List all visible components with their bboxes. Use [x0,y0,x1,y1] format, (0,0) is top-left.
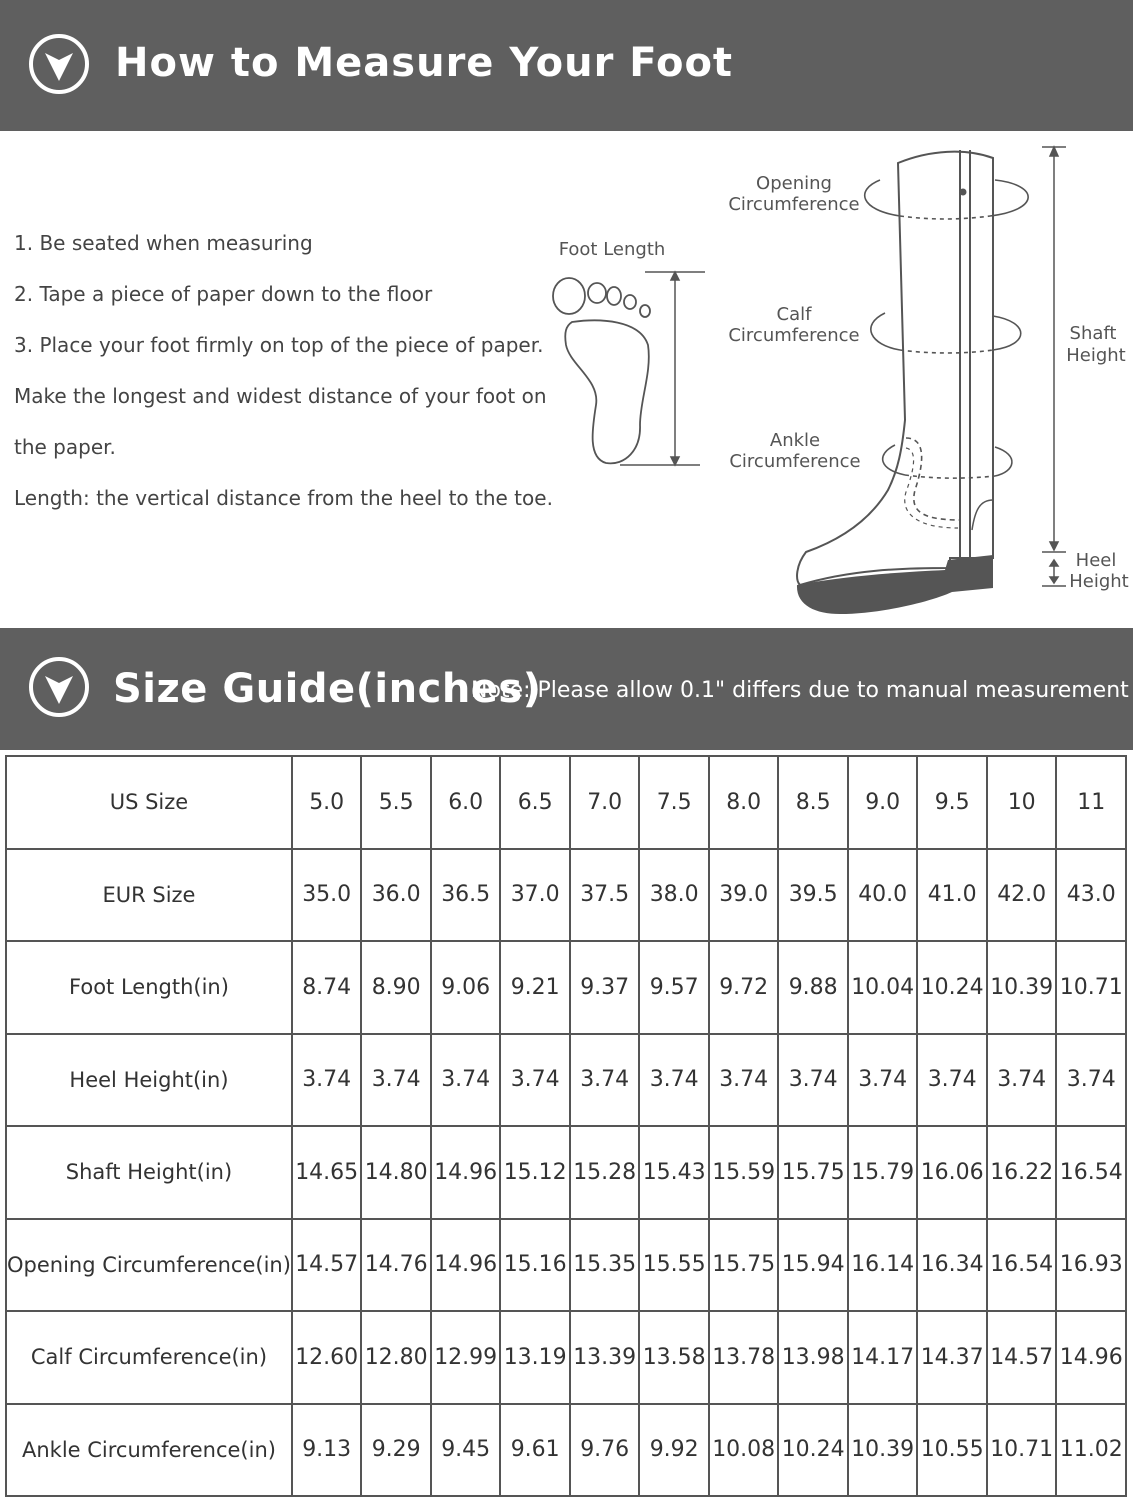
table-cell: 12.80 [361,1311,431,1404]
table-cell: 3.74 [987,1034,1057,1127]
foot-length-label: Foot Length [558,239,666,260]
table-cell: 15.94 [778,1219,848,1312]
shaft-label-1: Shaft [1069,323,1117,344]
ankle-label-1: Ankle [769,430,821,451]
table-cell: 3.74 [500,1034,570,1127]
table-cell: 16.34 [917,1219,987,1312]
table-cell: 3.74 [639,1034,709,1127]
table-cell: 3.74 [431,1034,501,1127]
row-label: Heel Height(in) [6,1034,292,1127]
table-cell: 8.5 [778,756,848,849]
table-cell: 16.54 [987,1219,1057,1312]
table-cell: 15.43 [639,1126,709,1219]
table-row [6,941,1126,1034]
table-cell: 3.74 [292,1034,362,1127]
table-cell: 13.19 [500,1311,570,1404]
table-cell: 14.96 [1056,1311,1126,1404]
table-cell: 10.04 [848,941,918,1034]
table-cell: 13.78 [709,1311,779,1404]
table-cell: 37.0 [500,849,570,942]
table-cell: 13.39 [570,1311,640,1404]
measure-figure [540,140,1133,620]
table-cell: 10.71 [1056,941,1126,1034]
table-cell: 8.0 [709,756,779,849]
table-cell: 15.59 [709,1126,779,1219]
table-cell: 14.96 [431,1126,501,1219]
table-cell: 7.5 [639,756,709,849]
table-cell: 9.72 [709,941,779,1034]
row-label: Calf Circumference(in) [6,1311,292,1404]
table-cell: 9.88 [778,941,848,1034]
table-cell: 10.55 [917,1404,987,1497]
table-cell: 12.99 [431,1311,501,1404]
table-cell: 15.75 [778,1126,848,1219]
size-table [5,755,1127,1497]
table-cell: 9.21 [500,941,570,1034]
table-cell: 6.0 [431,756,501,849]
table-cell: 14.17 [848,1311,918,1404]
instruction-line: 1. Be seated when measuring [14,231,313,255]
table-cell: 10.39 [848,1404,918,1497]
table-cell: 41.0 [917,849,987,942]
table-cell: 9.76 [570,1404,640,1497]
table-row [6,1126,1126,1219]
table-cell: 15.79 [848,1126,918,1219]
table-cell: 9.29 [361,1404,431,1497]
table-cell: 3.74 [917,1034,987,1127]
down-arrow-circle-icon [28,656,90,718]
size-guide-note: Note: Please allow 0.1" differs due to manual measurement [471,678,1129,703]
table-cell: 13.58 [639,1311,709,1404]
instruction-line: 2. Tape a piece of paper down to the floor [14,282,433,306]
table-cell: 6.5 [500,756,570,849]
table-row [6,1404,1126,1497]
table-cell: 15.55 [639,1219,709,1312]
table-cell: 16.93 [1056,1219,1126,1312]
table-cell: 14.37 [917,1311,987,1404]
table-cell: 10 [987,756,1057,849]
table-cell: 9.06 [431,941,501,1034]
foot-length-marker [620,272,705,465]
down-arrow-circle-icon [28,33,90,95]
measure-title: How to Measure Your Foot [115,40,734,86]
instruction-line: Make the longest and widest distance of your foot on [14,384,547,408]
row-label: Foot Length(in) [6,941,292,1034]
foot-diagram [553,278,650,463]
table-cell: 12.60 [292,1311,362,1404]
table-cell: 9.0 [848,756,918,849]
table-cell: 9.45 [431,1404,501,1497]
table-cell: 9.13 [292,1404,362,1497]
table-cell: 14.57 [292,1219,362,1312]
table-cell: 43.0 [1056,849,1126,942]
row-label: EUR Size [6,849,292,942]
instruction-line: the paper. [14,435,116,459]
row-label: US Size [6,756,292,849]
table-cell: 8.90 [361,941,431,1034]
table-cell: 42.0 [987,849,1057,942]
table-cell: 15.12 [500,1126,570,1219]
table-cell: 16.14 [848,1219,918,1312]
table-cell: 36.0 [361,849,431,942]
table-cell: 3.74 [1056,1034,1126,1127]
table-cell: 14.57 [987,1311,1057,1404]
table-cell: 10.39 [987,941,1057,1034]
table-cell: 36.5 [431,849,501,942]
table-cell: 14.80 [361,1126,431,1219]
row-label: Shaft Height(in) [6,1126,292,1219]
table-cell: 15.35 [570,1219,640,1312]
table-cell: 10.24 [917,941,987,1034]
heel-label-2: Height [1069,571,1129,592]
shaft-label-2: Height [1066,345,1126,366]
table-row [6,1311,1126,1404]
table-cell: 37.5 [570,849,640,942]
heel-height-marker [1042,560,1066,586]
heel-label-1: Heel [1075,550,1117,571]
table-cell: 16.06 [917,1126,987,1219]
table-cell: 13.98 [778,1311,848,1404]
table-cell: 14.65 [292,1126,362,1219]
table-cell: 14.76 [361,1219,431,1312]
table-cell: 11 [1056,756,1126,849]
table-row [6,756,1126,849]
calf-label-2: Circumference [728,325,860,346]
measure-instructions [14,225,554,531]
table-row [6,1219,1126,1312]
table-cell: 39.0 [709,849,779,942]
table-cell: 35.0 [292,849,362,942]
table-cell: 15.16 [500,1219,570,1312]
table-cell: 10.24 [778,1404,848,1497]
instruction-line: 3. Place your foot firmly on top of the piece of paper. [14,333,544,357]
table-cell: 10.08 [709,1404,779,1497]
size-guide-banner [0,628,1133,750]
table-cell: 5.0 [292,756,362,849]
size-guide-title: Size Guide(inches) [113,666,542,712]
table-row [6,849,1126,942]
instruction-line: Length: the vertical distance from the heel to the toe. [14,486,553,510]
table-cell: 15.28 [570,1126,640,1219]
table-cell: 3.74 [570,1034,640,1127]
opening-label-1: Opening [756,173,832,194]
boot-diagram [797,150,993,614]
measure-banner [0,0,1133,131]
table-cell: 8.74 [292,941,362,1034]
table-cell: 5.5 [361,756,431,849]
shaft-height-marker [1042,147,1066,552]
table-cell: 16.22 [987,1126,1057,1219]
table-cell: 10.71 [987,1404,1057,1497]
ankle-label-2: Circumference [729,451,861,472]
table-cell: 3.74 [778,1034,848,1127]
table-cell: 9.37 [570,941,640,1034]
table-cell: 3.74 [848,1034,918,1127]
table-cell: 39.5 [778,849,848,942]
table-cell: 7.0 [570,756,640,849]
table-cell: 14.96 [431,1219,501,1312]
row-label: Opening Circumference(in) [6,1219,292,1312]
table-cell: 3.74 [361,1034,431,1127]
table-row [6,1034,1126,1127]
calf-label-1: Calf [776,304,812,325]
table-cell: 9.57 [639,941,709,1034]
table-cell: 38.0 [639,849,709,942]
table-cell: 9.92 [639,1404,709,1497]
table-cell: 9.5 [917,756,987,849]
table-cell: 3.74 [709,1034,779,1127]
row-label: Ankle Circumference(in) [6,1404,292,1497]
table-cell: 11.02 [1056,1404,1126,1497]
table-cell: 9.61 [500,1404,570,1497]
table-cell: 16.54 [1056,1126,1126,1219]
opening-label-2: Circumference [728,194,860,215]
table-cell: 15.75 [709,1219,779,1312]
table-cell: 40.0 [848,849,918,942]
